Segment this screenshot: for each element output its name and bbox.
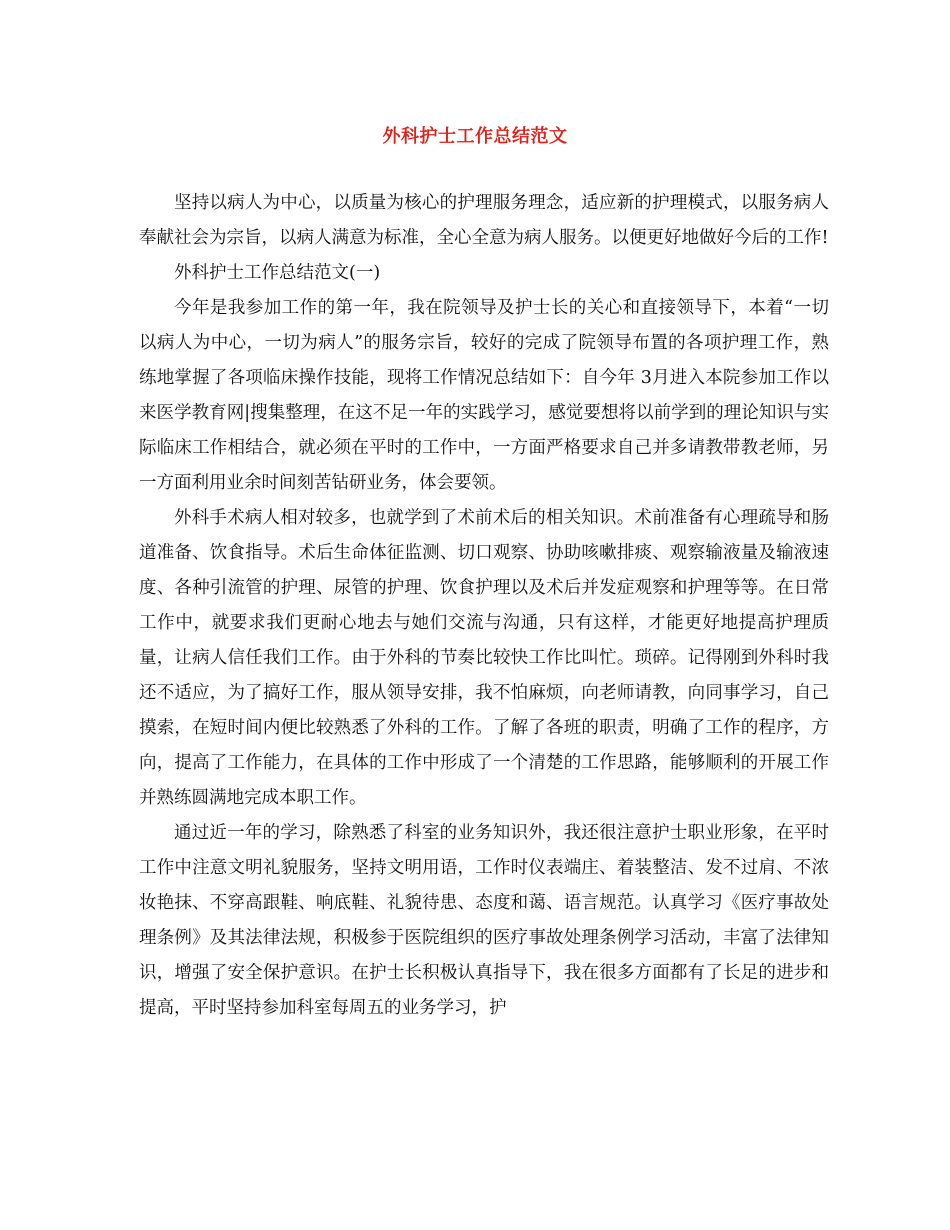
paragraph-intro: 坚持以病人为中心，以质量为核心的护理服务理念，适应新的护理模式，以服务病人奉献社会为宗旨，以病人满意为标准，全心全意为病人服务。以便更好地做好今后的工作! <box>139 193 829 248</box>
paragraph: 今年是我参加工作的第一年，我在院领导及护士长的关心和直接领导下，本着“一切以病人为中心，一切为病人”的服务宗旨，较好的完成了院领导布置的各项护理工作，熟练地掌握了各项临床操作技能，现将工作情况总结如下：自今年 3月进入本院参加工作以来医学教育网|搜集整理，在这不足一年的实践学习，感觉要想将以前学到的理论知识与实际临床工作相结合，就必须在平时的工作中，一方面严格要求自己并多请教带教老师，另一方面利用业余时间刻苦钻研业务，体会要领。 <box>139 298 829 493</box>
paragraph: 外科手术病人相对较多，也就学到了术前术后的相关知识。术前准备有心理疏导和肠道准备、饮食指导。术后生命体征监测、切口观察、协助咳嗽排痰、观察输液量及输液速度、各种引流管的护理、尿管的护理、饮食护理以及术后并发症观察和护理等等。在日常工作中，就要求我们更耐心地去与她们交流与沟通，只有这样，才能更好地提高护理质量，让病人信任我们工作。由于外科的节奏比较快工作比叫忙。琐碎。记得刚到外科时我还不适应，为了搞好工作，服从领导安排，我不怕麻烦，向老师请教，向同事学习，自己摸索，在短时间内便比较熟悉了外科的工作。了解了各班的职责，明确了工作的程序，方向，提高了工作能力，在具体的工作中形成了一个清楚的工作思路，能够顺利的开展工作并熟练圆满地完成本职工作。 <box>139 508 829 808</box>
document-title: 外科护士工作总结范文 <box>382 126 568 147</box>
paragraph: 通过近一年的学习，除熟悉了科室的业务知识外，我还很注意护士职业形象，在平时工作中注意文明礼貌服务，坚持文明用语，工作时仪表端庄、着装整洁、发不过肩、不浓妆艳抹、不穿高跟鞋、响底鞋、礼貌待患、态度和蔼、语言规范。认真学习《医疗事故处理条例》及其法律法规，积极参于医院组织的医疗事故处理条例学习活动，丰富了法律知识，增强了安全保护意识。在护士长积极认真指导下，我在很多方面都有了长足的进步和提高，平时坚持参加科室每周五的业务学习，护 <box>139 823 829 1018</box>
section-heading: 外科护士工作总结范文(一) <box>174 263 381 283</box>
document-body <box>139 186 829 1026</box>
